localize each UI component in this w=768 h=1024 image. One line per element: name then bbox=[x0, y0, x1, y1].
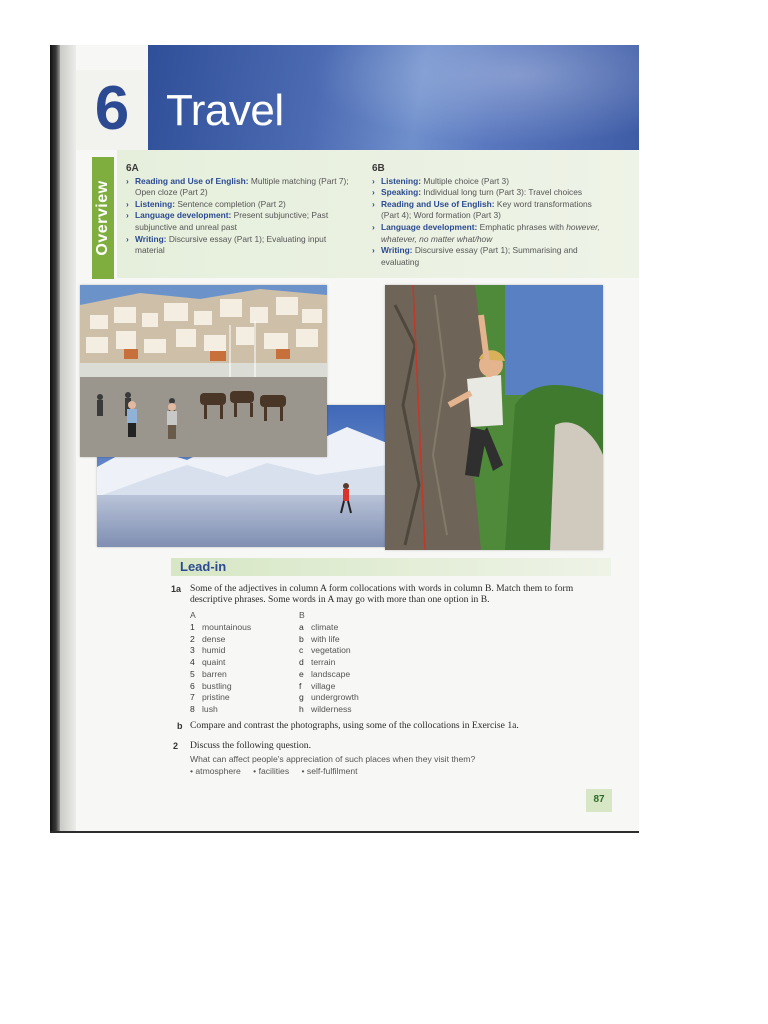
bullet-atmosphere: • atmosphere bbox=[190, 766, 241, 776]
overview-item: › Reading and Use of English: Multiple matching (Part 7); Open cloze (Part 2) bbox=[126, 175, 349, 198]
overview-label: Overview bbox=[94, 180, 111, 256]
leadin-title: Lead-in bbox=[180, 559, 227, 574]
column-a-head: A bbox=[190, 610, 196, 620]
overview-column-6b bbox=[372, 163, 604, 268]
page-number: 87 bbox=[593, 794, 605, 805]
rock-climber-photo bbox=[385, 285, 603, 550]
textbook-page bbox=[50, 45, 639, 833]
harbor-town-illustration bbox=[80, 285, 327, 457]
overview-column-6a bbox=[126, 163, 358, 257]
rock-climber-illustration bbox=[385, 285, 603, 550]
list-item: b with life bbox=[299, 633, 340, 644]
overview-item: › Writing: Discursive essay (Part 1); Evaluating input material bbox=[126, 233, 327, 256]
exercise-2-instructions: Discuss the following question. bbox=[190, 740, 311, 751]
list-item: e landscape bbox=[299, 668, 351, 679]
book-spine-shadow bbox=[50, 45, 60, 833]
leadin-heading-bar bbox=[171, 558, 611, 576]
list-item: 3 humid bbox=[190, 645, 226, 656]
list-item: d terrain bbox=[299, 657, 336, 668]
overview-item: › Language development: Emphatic phrases with however, whatever, no matter what/how bbox=[372, 221, 600, 244]
column-b-head: B bbox=[299, 610, 305, 620]
column-a-list bbox=[190, 622, 290, 716]
overview-item: › Language development: Present subjunctive; Past subjunctive and unreal past bbox=[126, 210, 329, 232]
chapter-number: 6 bbox=[94, 74, 130, 143]
overview-item: › Listening: Multiple choice (Part 3) bbox=[372, 175, 509, 186]
page-bottom-edge bbox=[50, 831, 639, 833]
exercise-number-1b: b bbox=[177, 721, 183, 731]
exercise-1a-instructions: Some of the adjectives in column A form collocations with words in column B. Match them to form descriptive phrases. Some words in A may go with more than one option in B. bbox=[190, 583, 574, 606]
list-item: 8 lush bbox=[190, 703, 218, 714]
list-item: c vegetation bbox=[299, 645, 351, 656]
list-item: 7 pristine bbox=[190, 692, 230, 703]
exercise-2-bullets bbox=[190, 766, 368, 776]
exercise-1b-instructions: Compare and contrast the photographs, using some of the collocations in Exercise 1a. bbox=[190, 720, 519, 731]
bullet-facilities: • facilities bbox=[253, 766, 290, 776]
exercise-number-2: 2 bbox=[173, 741, 179, 751]
book-gutter bbox=[60, 45, 76, 833]
list-item: 1 mountainous bbox=[190, 622, 252, 632]
list-item: a climate bbox=[299, 622, 339, 632]
exercise-number-1a: 1a bbox=[171, 584, 182, 594]
list-item: h wilderness bbox=[299, 703, 352, 714]
overview-heading-6b: 6B bbox=[372, 163, 385, 174]
overview-item: › Writing: Discursive essay (Part 1); Summarising and evaluating bbox=[372, 245, 578, 267]
chapter-title: Travel bbox=[166, 86, 284, 135]
overview-item: › Speaking: Individual long turn (Part 3): Travel choices bbox=[372, 187, 583, 198]
overview-item: › Reading and Use of English: Key word transformations (Part 4); Word formation (Part 3) bbox=[372, 198, 592, 221]
list-item: f village bbox=[299, 680, 336, 691]
overview-heading-6a: 6A bbox=[126, 163, 139, 174]
exercise-2-question: What can affect people's appreciation of such places when they visit them? bbox=[190, 754, 476, 764]
overview-item: › Listening: Sentence completion (Part 2) bbox=[126, 198, 286, 209]
list-item: 5 barren bbox=[190, 668, 227, 679]
column-b-list bbox=[299, 622, 409, 716]
list-item: 6 bustling bbox=[190, 680, 232, 691]
banner-highlight bbox=[308, 45, 639, 145]
list-item: g undergrowth bbox=[299, 692, 359, 703]
list-item: 4 quaint bbox=[190, 657, 226, 668]
bullet-self-fulfilment: • self-fulfilment bbox=[301, 766, 358, 776]
list-item: 2 dense bbox=[190, 633, 226, 644]
harbor-town-photo bbox=[80, 285, 327, 457]
